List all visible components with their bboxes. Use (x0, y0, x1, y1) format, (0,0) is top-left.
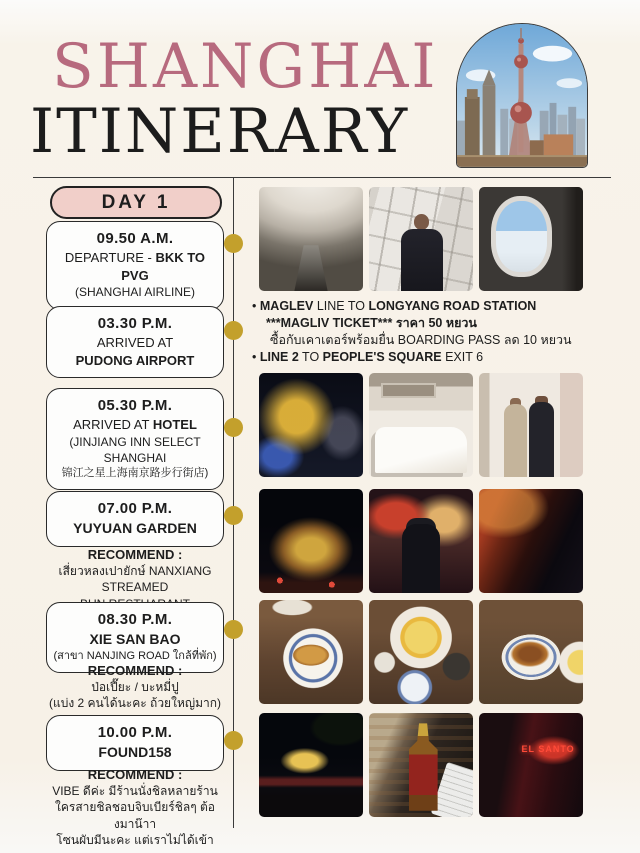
photo-braised-dish (479, 600, 583, 704)
timeline-dot (224, 506, 243, 525)
timeline-dot (224, 731, 243, 750)
bar-sign-text: EL SANTO (521, 744, 575, 755)
entry-time: 08.30 P.M. (97, 611, 173, 628)
entry-line: 锦江之星上海南京路步行街店) (61, 467, 209, 480)
entry-line: YUYUAN GARDEN (73, 520, 197, 537)
photo-mirror-selfie (479, 373, 583, 477)
boarding-pass-note: ซื้อกับเคาเตอร์พร้อมยื่น BOARDING PASS ลด 10 หยวน (270, 333, 572, 347)
timeline-entry-yuyuan (46, 491, 224, 547)
entry-time: 03.30 P.M. (97, 315, 173, 332)
photo-traveler-airport (369, 187, 473, 291)
header-photo-shanghai-skyline (456, 23, 588, 168)
maglev-ticket-note: ***MAGLIV TICKET*** ราคา 50 หยวน (266, 316, 477, 330)
entry-line: (JINJIANG INN SELECT (69, 434, 201, 449)
timeline-dot (224, 321, 243, 340)
timeline-entry-departure (46, 221, 224, 310)
page-title-city: SHANGHAI (52, 31, 439, 102)
timeline-entry-pudong (46, 306, 224, 378)
entry-line: PUDONG AIRPORT (75, 352, 195, 368)
day-1-badge: DAY 1 (50, 186, 222, 219)
entry-line: ARRIVED AT HOTEL (73, 417, 197, 433)
entry-line: ARRIVED AT (96, 335, 174, 351)
photo-airplane-window (479, 187, 583, 291)
timeline-dot (224, 234, 243, 253)
photo-airport-terminal (259, 187, 363, 291)
recommend-xiesanbao: RECOMMEND : ป่อเปี๊ยะ / บะหมี่ปู (แบ่ง 2 คนได้นะคะ ถ้วยใหญ่มาก) (48, 663, 221, 711)
entry-line: SHANGHAI (103, 450, 167, 465)
photo-curry-pot (369, 600, 473, 704)
entry-line: (สาขา NANJING ROAD ใกล้ที่พัก) (53, 650, 217, 663)
photo-yuyuan-eaves (479, 489, 583, 593)
recommend-found158: RECOMMEND : VIBE ดีค่ะ มีร้านนั่งชิลหลายร้าน ใครสายชิลชอบจิบเบียร์ชิลๆ ต้องมาน๊าา โซนผับมีนะคะ แต่เราไม่ได้เข้า (52, 767, 218, 847)
divider-horizontal (33, 177, 611, 178)
timeline-dot (224, 418, 243, 437)
entry-line: (SHANGHAI AIRLINE) (74, 285, 196, 300)
entry-line: FOUND158 (98, 744, 172, 761)
timeline-entry-hotel (46, 388, 224, 490)
page-title-itinerary: ITINERARY (30, 96, 410, 167)
photo-yuyuan-pagoda (259, 489, 363, 593)
photo-spring-rolls (259, 600, 363, 704)
recommend-yuyuan: RECOMMEND : เสี่ยวหลงเปายักษ์ NANXIANG STREAMED (58, 547, 212, 595)
entry-time: 10.00 P.M. (97, 724, 173, 741)
entry-time: 07.00 P.M. (97, 500, 173, 517)
beer-bottle-shape (409, 723, 438, 810)
entry-line: DEPARTURE - BKK TO PVG (64, 250, 206, 283)
photo-el-santo-bar (479, 713, 583, 817)
timeline-entry-found158 (46, 715, 224, 771)
entry-time: 09.50 A.M. (96, 230, 174, 247)
entry-line: XIE SAN BAO (89, 631, 181, 648)
photo-yuyuan-portrait (369, 489, 473, 593)
timeline-dot (224, 620, 243, 639)
photo-hotel-exterior (259, 373, 363, 477)
transit-notes: • MAGLEV LINE TO LONGYANG ROAD STATION ***MAGLIV TICKET*** ราคา 50 หยวน ซื้อกับเคาเตอร์พร้อมยื่น BOARDING PASS ลด 10 หยวน • LINE 2 TO PEOPLE'S SQUARE EXIT 6 (252, 298, 620, 366)
photo-found158-night (259, 713, 363, 817)
entry-time: 05.30 P.M. (97, 397, 173, 414)
photo-hotel-room (369, 373, 473, 477)
photo-beer-bottle (369, 713, 473, 817)
skyline-illustration (457, 24, 587, 167)
